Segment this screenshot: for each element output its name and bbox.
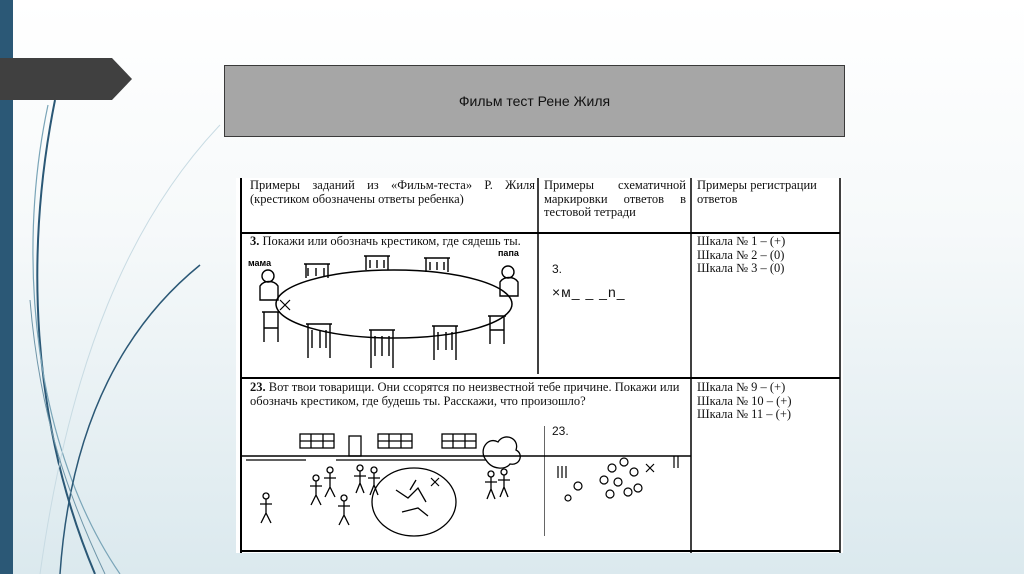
arrow-tab-shape	[0, 58, 132, 100]
task-23-scales	[697, 381, 837, 422]
scale-9: Шкала № 9 – (+)	[697, 380, 786, 394]
marking-23-number: 23.	[552, 424, 569, 438]
scale-3: Шкала № 3 – (0)	[697, 261, 785, 275]
scale-11: Шкала № 11 – (+)	[697, 407, 792, 421]
header-tasks: Примеры заданий из «Фильм-теста» Р. Жиля (крестиком обозначены ответы ребенка)	[250, 178, 535, 206]
marking-3-code: ×м_ _ _n_	[552, 284, 626, 300]
task-23-text: 23. Вот твои товарищи. Они ссорятся по неизвестной тебе причине. Покажи или обозначь крестиком, где будешь ты. Расскажи, что произошло?	[250, 380, 680, 408]
scale-2: Шкала № 2 – (0)	[697, 247, 785, 262]
quarrel-drawing	[246, 430, 536, 548]
scale-10: Шкала № 10 – (+)	[697, 393, 792, 408]
marking-23-scheme	[544, 422, 689, 542]
label-mama: мама	[248, 258, 272, 268]
task-3-text: 3. Покажи или обозначь крестиком, где сядешь ты.	[250, 234, 521, 248]
scale-1: Шкала № 1 – (+)	[697, 234, 786, 248]
marking-3-number: 3.	[552, 262, 563, 276]
scanned-table	[236, 178, 843, 553]
header-registration: Примеры регистрации ответов	[697, 178, 817, 206]
label-papa: папа	[498, 248, 519, 258]
task-3-scales	[697, 235, 837, 276]
header-marking: Примеры схематичной маркировки ответов в тестовой тетради	[544, 178, 686, 219]
round-table-drawing	[246, 246, 536, 374]
slide-title: Фильм тест Рене Жиля	[458, 93, 611, 109]
title-box	[224, 65, 845, 137]
